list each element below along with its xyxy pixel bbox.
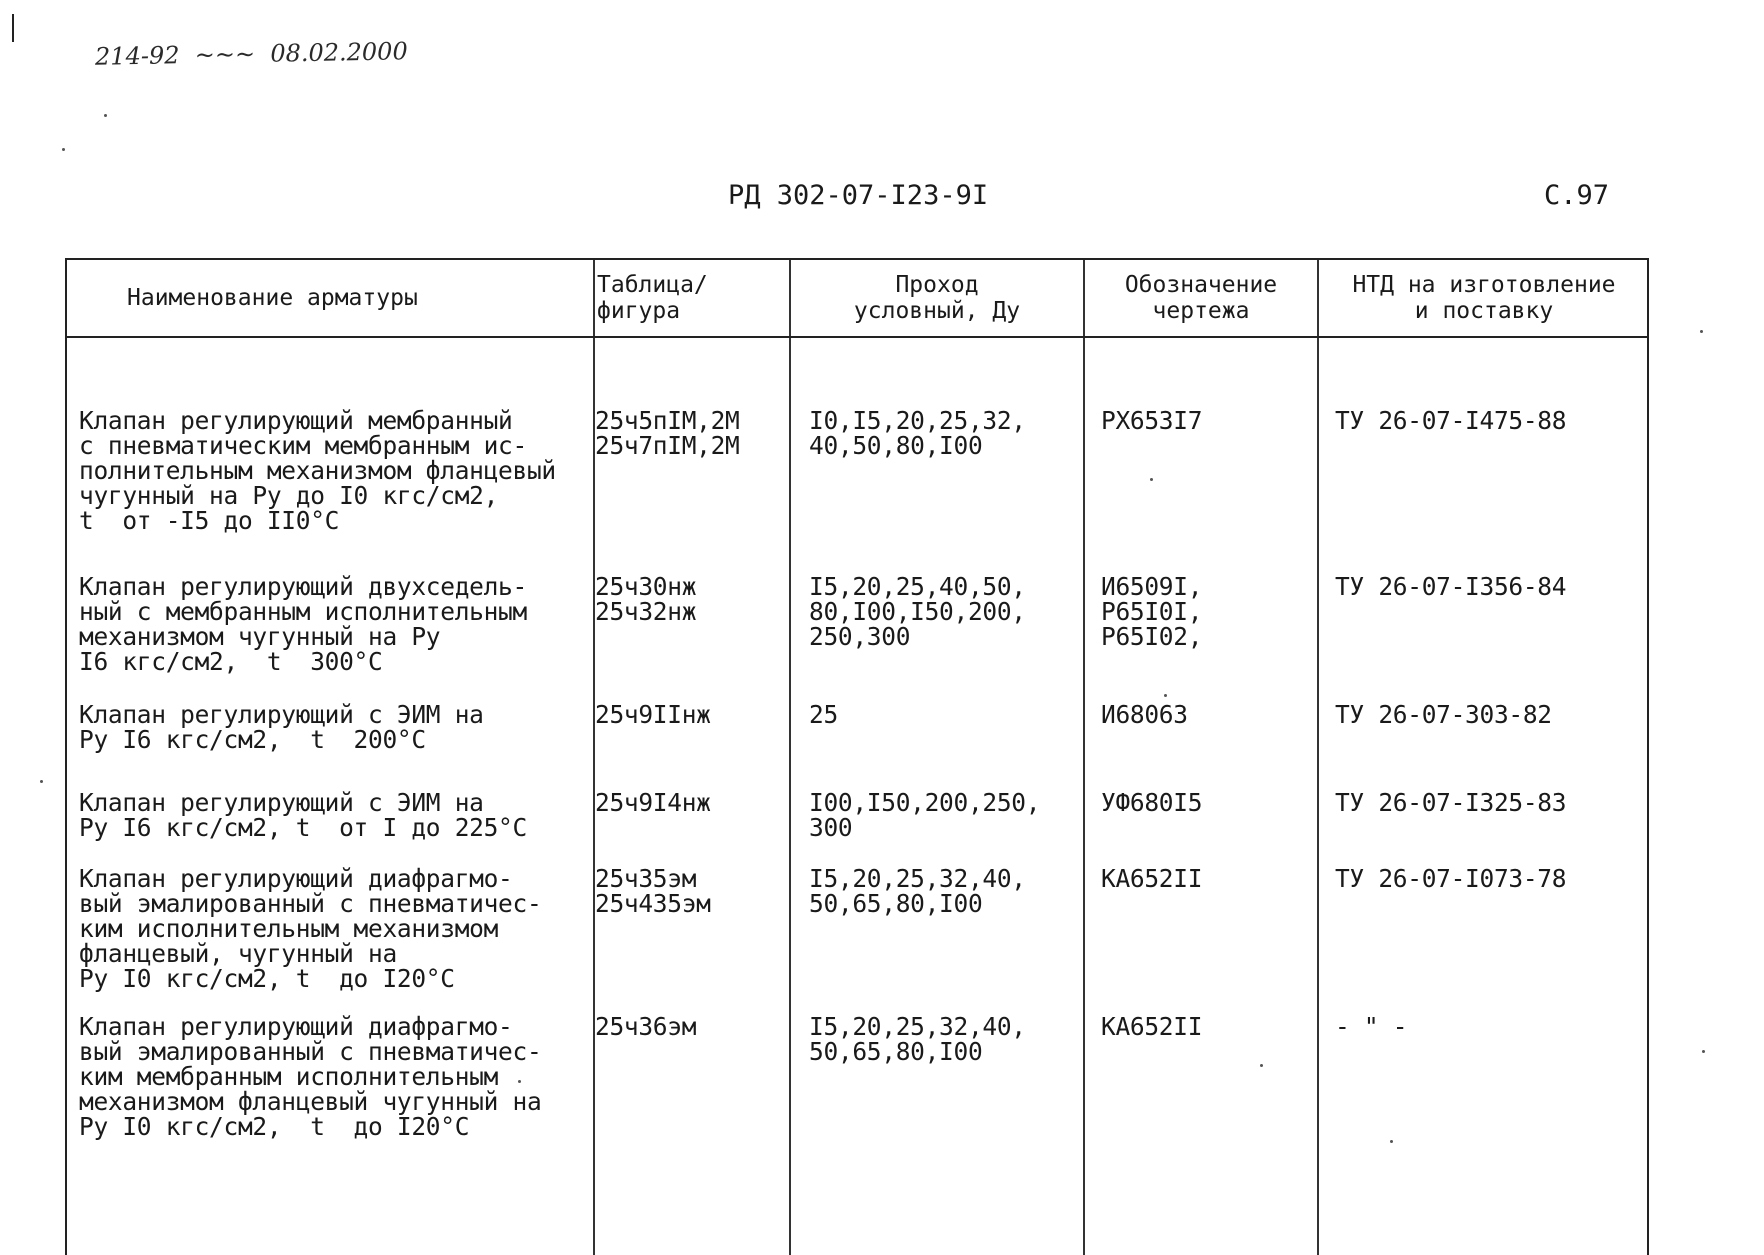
valve-name: Клапан регулирующий с ЭИМ на Ру I6 кгс/см2, t от I до 225°С [79, 788, 527, 842]
scan-speck [62, 148, 65, 151]
valve-ntd: ТУ 26-07-I073-78 [1335, 864, 1567, 893]
valve-dn: I5,20,25,32,40, 50,65,80,I00 [809, 864, 1026, 918]
column-header-dn: Проход условный, Ду [853, 272, 1021, 324]
document-code: РД 302-07-I23-9I [728, 180, 989, 211]
column-divider [789, 260, 791, 1255]
scan-speck [1260, 1064, 1263, 1067]
header-divider [67, 336, 1647, 338]
column-header-drawing: Обозначение чертежа [1124, 272, 1278, 324]
column-header-ntd: НТД на изготовление и поставку [1352, 272, 1616, 324]
scan-speck [1702, 1050, 1705, 1053]
scan-speck [518, 1080, 521, 1083]
scan-speck [1150, 478, 1153, 481]
valve-drawing: РХ653I7 [1101, 406, 1203, 435]
valve-ntd: ТУ 26-07-I325-83 [1335, 788, 1567, 817]
valves-table [65, 258, 1649, 1255]
valve-figure: 25ч9I4нж [595, 788, 711, 817]
scan-speck [104, 114, 107, 117]
column-divider [1317, 260, 1319, 1255]
column-header-figure: Таблица/ фигура [597, 272, 708, 324]
valve-ntd: ТУ 26-07-I475-88 [1335, 406, 1567, 435]
valve-name: Клапан регулирующий двухседель- ный с мембранным исполнительным механизмом чугунный на Ру I6 кгс/см2, t 300°С [79, 572, 527, 676]
valve-dn: I5,20,25,40,50, 80,I00,I50,200, 250,300 [809, 572, 1026, 651]
scan-speck [1390, 1140, 1393, 1143]
page-number: С.97 [1544, 180, 1610, 211]
valve-ntd: ТУ 26-07-I356-84 [1335, 572, 1567, 601]
valve-ntd: - " - [1335, 1012, 1408, 1041]
valve-drawing: И68063 [1101, 700, 1188, 729]
valve-figure: 25ч35эм 25ч435эм [595, 864, 711, 918]
valve-figure: 25ч5пIМ,2М 25ч7пIМ,2М [595, 406, 740, 460]
valve-dn: 25 [809, 700, 838, 729]
valve-name: Клапан регулирующий диафрагмо- вый эмалированный с пневматичес- ким исполнительным механизмом фланцевый, чугунный на Ру I0 кгс/см2, t до I20°С [79, 864, 542, 993]
valve-figure: 25ч30нж 25ч32нж [595, 572, 697, 626]
valve-drawing: И6509I, Р65I0I, Р65I02, [1101, 572, 1203, 651]
valve-ntd: ТУ 26-07-303-82 [1335, 700, 1552, 729]
valve-drawing: КА652II [1101, 864, 1203, 893]
scan-speck [1164, 694, 1167, 697]
valve-name: Клапан регулирующий мембранный с пневматическим мембранным ис- полнительным механизмом фланцевый чугунный на Ру до I0 кгс/см2, t от -I5 до II0°С [79, 406, 556, 535]
valve-dn: I5,20,25,32,40, 50,65,80,I00 [809, 1012, 1026, 1066]
column-header-name: Наименование арматуры [127, 285, 418, 311]
valve-name: Клапан регулирующий с ЭИМ на Ру I6 кгс/см2, t 200°С [79, 700, 484, 754]
scan-speck [40, 780, 43, 783]
valve-dn: I0,I5,20,25,32, 40,50,80,I00 [809, 406, 1026, 460]
scan-speck [1700, 330, 1703, 333]
margin-mark [12, 14, 14, 42]
valve-figure: 25ч36эм [595, 1012, 697, 1041]
valve-drawing: УФ680I5 [1101, 788, 1203, 817]
column-divider [1083, 260, 1085, 1255]
valve-dn: I00,I50,200,250, 300 [809, 788, 1041, 842]
handwritten-note: 214-92 ~~~ 08.02.2000 [94, 37, 408, 71]
valve-figure: 25ч9IIнж [595, 700, 711, 729]
valve-name: Клапан регулирующий диафрагмо- вый эмалированный с пневматичес- ким мембранным исполнительным механизмом фланцевый чугунный на Ру I0 кгс/см2, t до I20°С [79, 1012, 542, 1141]
valve-drawing: КА652II [1101, 1012, 1203, 1041]
